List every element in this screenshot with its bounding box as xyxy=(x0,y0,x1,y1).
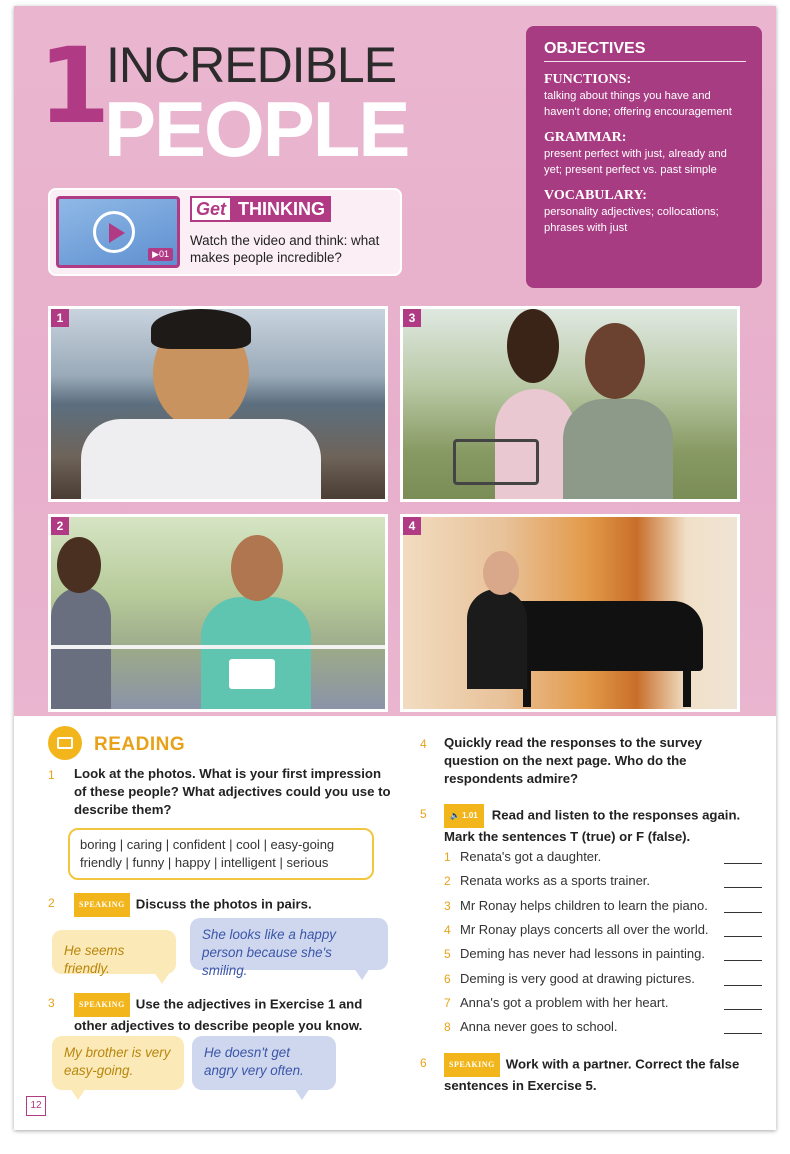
video-badge: ▶01 xyxy=(148,248,173,261)
statement-text: Anna never goes to school. xyxy=(460,1019,618,1034)
word-box-line: boring | caring | confident | cool | easy-going xyxy=(80,837,335,852)
answer-line[interactable] xyxy=(724,912,762,913)
exercise-number: 4 xyxy=(420,737,427,751)
objectives-box xyxy=(526,26,762,288)
speech-bubble: He doesn't get angry very often. xyxy=(192,1036,336,1090)
answer-line[interactable] xyxy=(724,1033,762,1034)
answer-line[interactable] xyxy=(724,863,762,864)
bubble-tail xyxy=(70,1088,86,1100)
exercise-1-text: Look at the photos. What is your first impression of these people? What adjectives could you use to describe them? xyxy=(74,766,391,817)
get-thinking-text: Watch the video and think: what makes people incredible? xyxy=(190,233,380,265)
statement-row xyxy=(444,970,762,988)
textbook-page xyxy=(14,6,776,1130)
vocabulary-label: VOCABULARY: xyxy=(544,188,647,203)
statement-text: Renata's got a daughter. xyxy=(460,849,602,864)
speaking-badge: SPEAKING xyxy=(74,893,130,917)
unit-header xyxy=(14,6,776,716)
answer-line[interactable] xyxy=(724,985,762,986)
photo-4 xyxy=(400,514,740,712)
photo-number: 2 xyxy=(51,517,69,535)
exercise-2-text: Discuss the photos in pairs. xyxy=(135,896,312,912)
audio-badge[interactable]: 🔈 1.01 xyxy=(444,804,484,828)
statement-number: 8 xyxy=(444,1020,451,1034)
exercise-number: 5 xyxy=(420,807,427,821)
exercise-2 xyxy=(74,893,394,917)
bubble-tail xyxy=(154,972,170,984)
exercise-3 xyxy=(74,993,384,1035)
person-head xyxy=(231,535,283,601)
statement-number: 4 xyxy=(444,923,451,937)
photo-number: 1 xyxy=(51,309,69,327)
functions-text: talking about things you have and haven't done; offering encouragement xyxy=(544,90,732,118)
bench xyxy=(453,439,539,485)
statement-text: Mr Ronay plays concerts all over the world. xyxy=(460,922,709,937)
unit-title-line1: INCREDIBLE xyxy=(106,37,397,93)
hair xyxy=(151,309,251,349)
word-box-line: friendly | funny | happy | intelligent | serious xyxy=(80,855,329,870)
grammar-text: present perfect with just, already and yet; present perfect vs. past simple xyxy=(544,148,727,176)
statement-text: Anna's got a problem with her heart. xyxy=(460,995,669,1010)
answer-line[interactable] xyxy=(724,936,762,937)
vocabulary-text: personality adjectives; collocations; phrases with just xyxy=(544,206,719,234)
exercise-6 xyxy=(444,1053,764,1095)
statement-number: 6 xyxy=(444,972,451,986)
exercise-number: 1 xyxy=(48,768,55,782)
statement-number: 7 xyxy=(444,996,451,1010)
statement-number: 3 xyxy=(444,899,451,913)
hoodie xyxy=(81,419,321,502)
statement-row xyxy=(444,872,762,890)
person-head xyxy=(507,309,559,383)
statement-row xyxy=(444,848,762,866)
answer-line[interactable] xyxy=(724,887,762,888)
person-head xyxy=(57,537,101,593)
seated-woman xyxy=(563,399,673,502)
speech-bubble: My brother is very easy-going. xyxy=(52,1036,184,1090)
person-head xyxy=(585,323,645,399)
objectives-heading: OBJECTIVES xyxy=(544,40,746,62)
person-head xyxy=(483,551,519,595)
statement-text: Deming has never had lessons in painting. xyxy=(460,946,705,961)
bubble-tail xyxy=(354,968,370,980)
piano-leg xyxy=(683,667,691,707)
answer-line[interactable] xyxy=(724,960,762,961)
runner-shirt xyxy=(201,597,311,712)
get-label: Get xyxy=(190,196,232,222)
finish-tape xyxy=(51,645,388,649)
word-box xyxy=(68,828,374,880)
statement-number: 1 xyxy=(444,850,451,864)
speech-bubble: She looks like a happy person because she's smiling. xyxy=(190,918,388,970)
exercise-5 xyxy=(444,804,764,846)
statement-text: Renata works as a sports trainer. xyxy=(460,873,651,888)
statement-number: 5 xyxy=(444,947,451,961)
reading-title: READING xyxy=(94,734,186,755)
photo-3 xyxy=(400,306,740,502)
answer-line[interactable] xyxy=(724,1009,762,1010)
statement-row xyxy=(444,994,762,1012)
page-number: 12 xyxy=(26,1096,46,1116)
bubble-tail xyxy=(294,1088,310,1100)
speech-bubble: He seems friendly. xyxy=(52,930,176,974)
grammar-label: GRAMMAR: xyxy=(544,130,627,145)
photo-number: 3 xyxy=(403,309,421,327)
photo-1 xyxy=(48,306,388,502)
statement-row xyxy=(444,945,762,963)
photo-2 xyxy=(48,514,388,712)
exercise-3-text: Use the adjectives in Exercise 1 and other adjectives to describe people you know. xyxy=(74,996,363,1033)
race-bib xyxy=(229,659,275,689)
speaking-badge: SPEAKING xyxy=(444,1053,500,1077)
book-icon xyxy=(48,726,82,760)
statement-row xyxy=(444,921,762,939)
exercise-4-text: Quickly read the responses to the survey question on the next page. Who do the respondents admire? xyxy=(444,735,702,786)
unit-number: 1 xyxy=(38,25,109,147)
photo-number: 4 xyxy=(403,517,421,535)
exercise-5-text: Read and listen to the responses again. Mark the sentences T (true) or F (false). xyxy=(444,807,741,844)
functions-label: FUNCTIONS: xyxy=(544,72,632,87)
runner-left xyxy=(51,587,111,712)
statement-number: 2 xyxy=(444,874,451,888)
statement-row xyxy=(444,897,762,915)
play-icon[interactable] xyxy=(93,211,135,253)
statement-text: Mr Ronay helps children to learn the piano. xyxy=(460,898,708,913)
unit-title-line2: PEOPLE xyxy=(104,85,409,173)
exercise-6-text: Work with a partner. Correct the false sentences in Exercise 5. xyxy=(444,1056,740,1093)
exercise-number: 3 xyxy=(48,996,55,1010)
thinking-label: THINKING xyxy=(232,196,331,222)
get-thinking-title xyxy=(190,196,331,222)
exercise-number: 6 xyxy=(420,1056,427,1070)
video-thumbnail[interactable] xyxy=(56,196,180,268)
grand-piano xyxy=(513,601,703,671)
statement-row xyxy=(444,1018,762,1036)
exercise-number: 2 xyxy=(48,896,55,910)
speaking-badge: SPEAKING xyxy=(74,993,130,1017)
pianist xyxy=(467,589,527,689)
get-thinking-box xyxy=(48,188,402,276)
statement-text: Deming is very good at drawing pictures. xyxy=(460,971,695,986)
